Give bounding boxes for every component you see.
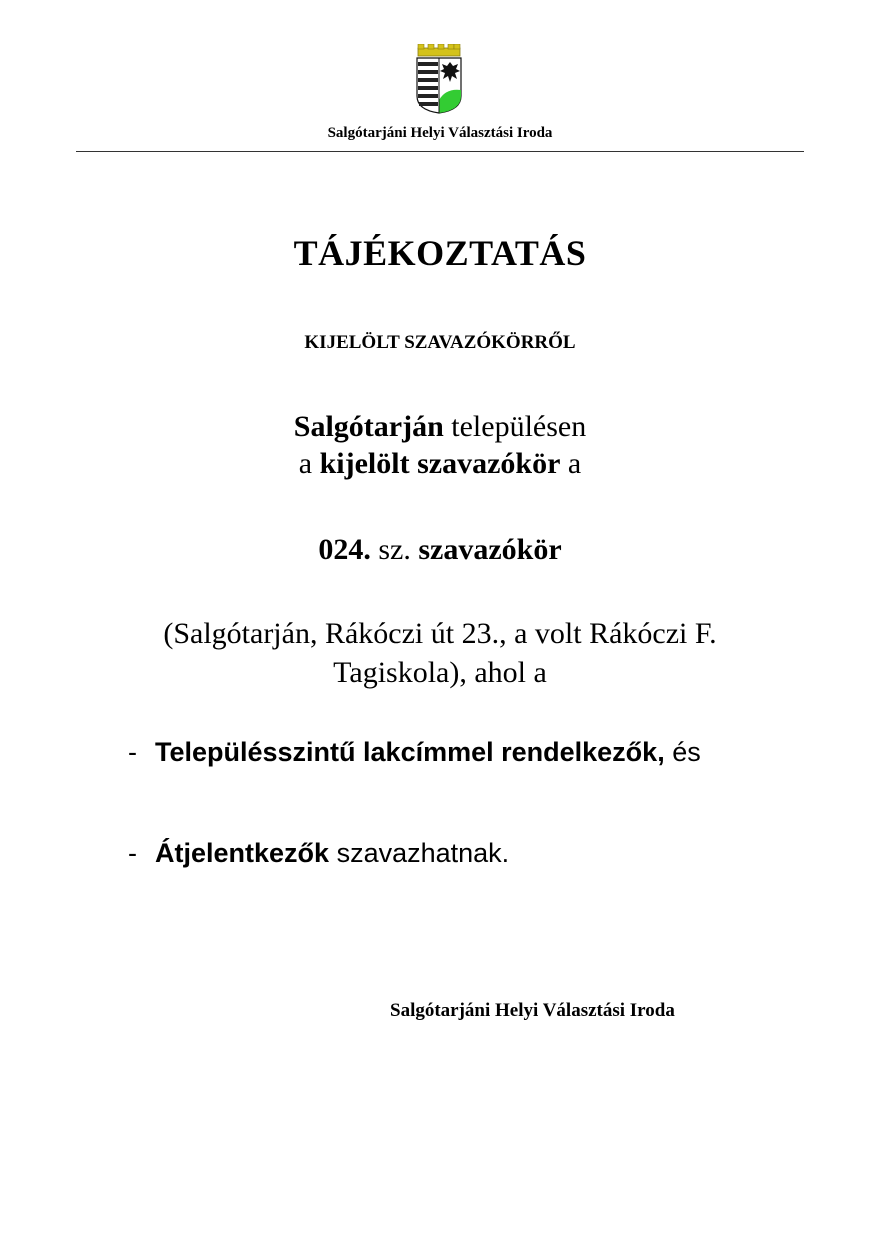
- list-item: [128, 737, 701, 768]
- precinct-sz: sz: [370, 533, 404, 566]
- header-divider: [76, 151, 804, 152]
- list-item-rest: és: [664, 737, 701, 767]
- coat-of-arms-icon: [414, 44, 464, 114]
- address-line-1: (Salgótarján, Rákóczi út 23., a volt Rákóczi F.: [163, 617, 717, 650]
- town-name: Salgótarján: [293, 410, 444, 443]
- body-text: [0, 408, 880, 482]
- body-line-2-pre: a: [298, 447, 320, 480]
- list-item: [128, 838, 509, 869]
- footer-office-name: Salgótarjáni Helyi Választási Iroda: [390, 1000, 675, 1021]
- body-line-1: [0, 408, 880, 445]
- list-dash: -: [128, 838, 137, 868]
- page-subtitle: KIJELÖLT SZAVAZÓKÖRRŐL: [304, 332, 576, 353]
- list-item-rest: szavazhatnak.: [329, 838, 510, 868]
- precinct-line: [0, 533, 880, 567]
- precinct-word: szavazókör: [410, 533, 562, 566]
- precinct-address: [0, 614, 880, 692]
- header-office-name: Salgótarjáni Helyi Választási Iroda: [327, 125, 553, 141]
- list-dash: -: [128, 737, 137, 767]
- body-line-1-rest: településen: [443, 410, 587, 443]
- precinct-dot: .: [403, 533, 411, 566]
- body-line-2-post: a: [560, 447, 582, 480]
- designated-precinct-label: kijelölt szavazókör: [319, 447, 561, 480]
- page-title: TÁJÉKOZTATÁS: [293, 233, 587, 273]
- address-line-2: Tagiskola), ahol a: [333, 656, 547, 689]
- precinct-number: 024.: [318, 533, 371, 566]
- list-item-bold: Átjelentkezők: [155, 838, 330, 868]
- list-item-bold: Településszintű lakcímmel rendelkezők,: [155, 737, 665, 767]
- body-line-2: [0, 445, 880, 482]
